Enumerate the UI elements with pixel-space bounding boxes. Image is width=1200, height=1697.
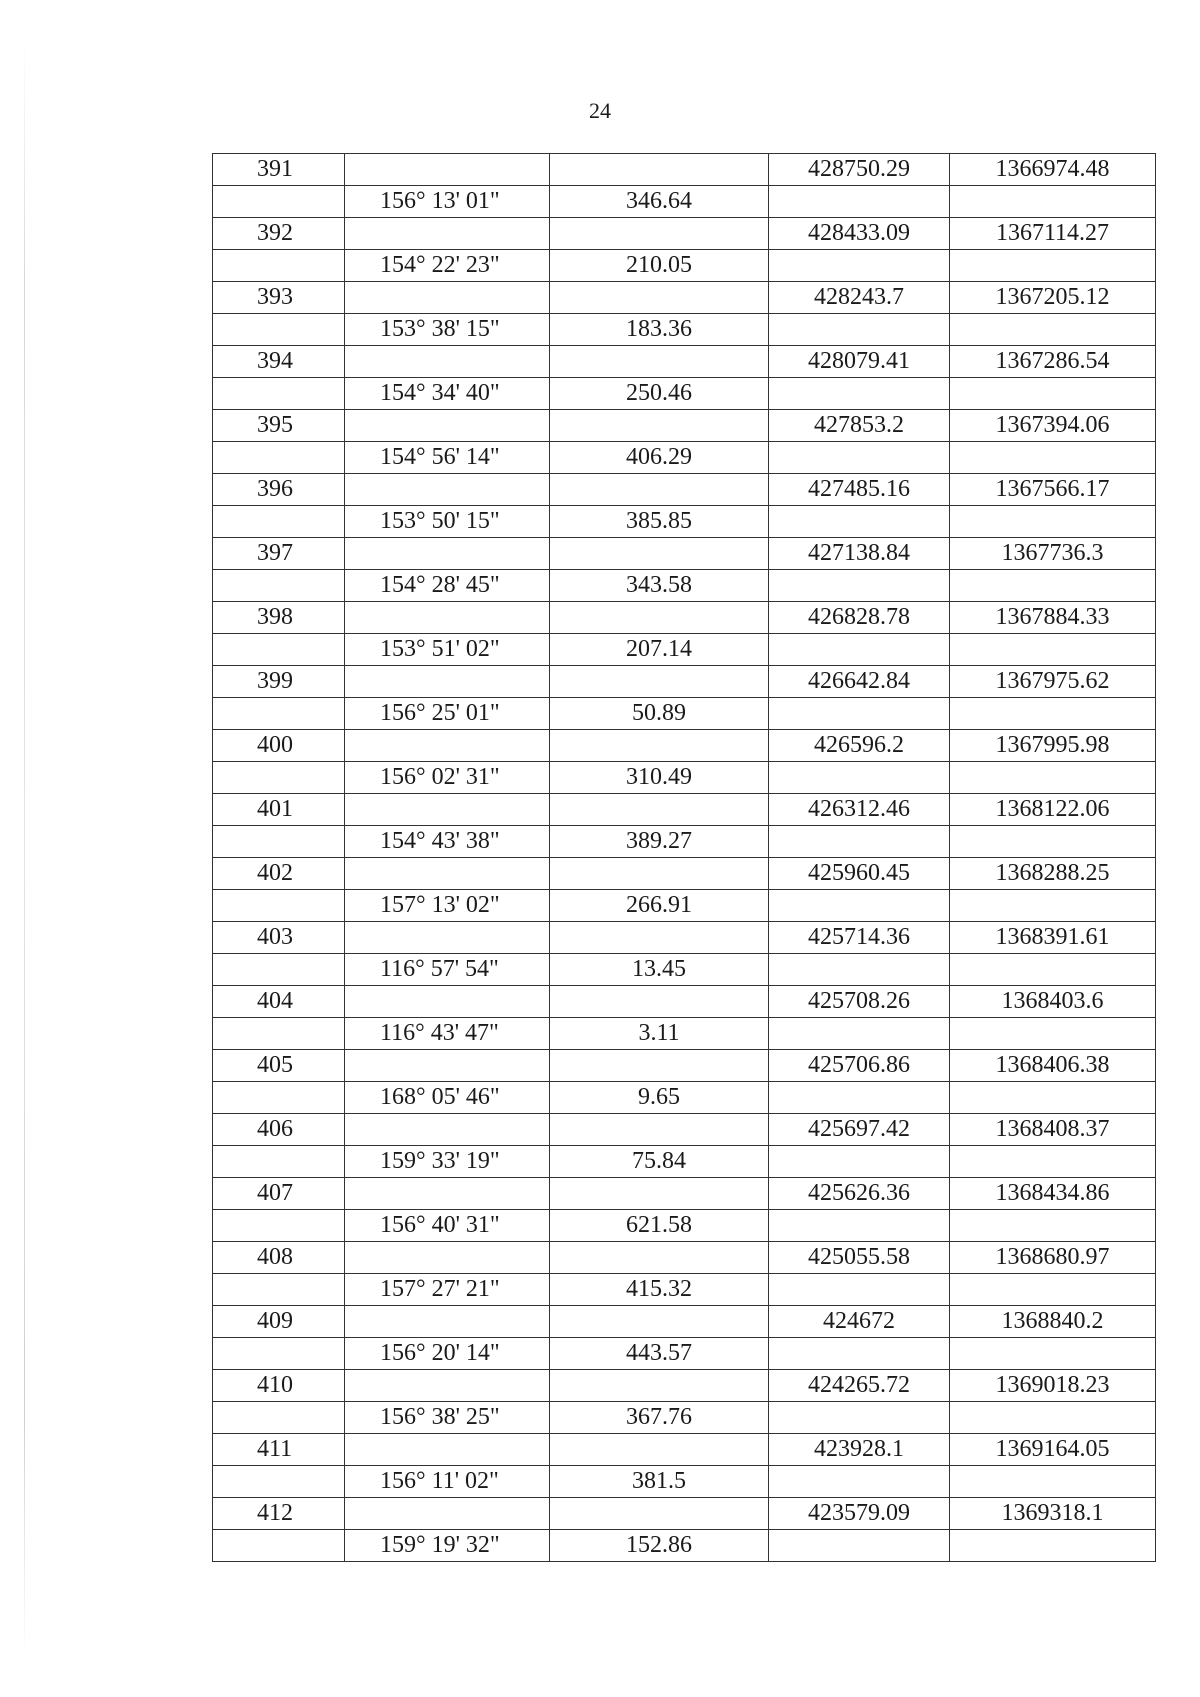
leg-row xyxy=(213,1530,1156,1562)
scan-edge-shadow xyxy=(24,40,25,1660)
x-coordinate-cell: 425697.42 xyxy=(769,1114,950,1146)
y-coordinate-cell: 1369018.23 xyxy=(950,1370,1156,1402)
x-coordinate-cell: 425706.86 xyxy=(769,1050,950,1082)
point-row xyxy=(213,538,1156,570)
point-id-cell xyxy=(213,1466,345,1498)
y-coordinate-cell xyxy=(950,1338,1156,1370)
point-id-cell xyxy=(213,250,345,282)
bearing-cell xyxy=(345,922,550,954)
distance-cell: 381.5 xyxy=(550,1466,769,1498)
bearing-cell xyxy=(345,282,550,314)
x-coordinate-cell xyxy=(769,762,950,794)
distance-cell: 367.76 xyxy=(550,1402,769,1434)
point-id-cell xyxy=(213,314,345,346)
bearing-cell: 154° 34' 40" xyxy=(345,378,550,410)
leg-row xyxy=(213,442,1156,474)
y-coordinate-cell: 1367995.98 xyxy=(950,730,1156,762)
bearing-cell xyxy=(345,1114,550,1146)
y-coordinate-cell: 1368403.6 xyxy=(950,986,1156,1018)
bearing-cell xyxy=(345,602,550,634)
bearing-cell xyxy=(345,1242,550,1274)
distance-cell: 443.57 xyxy=(550,1338,769,1370)
point-id-cell: 412 xyxy=(213,1498,345,1530)
bearing-cell xyxy=(345,1370,550,1402)
y-coordinate-cell xyxy=(950,442,1156,474)
point-id-cell xyxy=(213,698,345,730)
bearing-cell xyxy=(345,986,550,1018)
leg-row xyxy=(213,1146,1156,1178)
point-row xyxy=(213,986,1156,1018)
point-row xyxy=(213,1370,1156,1402)
point-row xyxy=(213,794,1156,826)
distance-cell xyxy=(550,1370,769,1402)
point-row xyxy=(213,1050,1156,1082)
y-coordinate-cell xyxy=(950,634,1156,666)
bearing-cell: 154° 56' 14" xyxy=(345,442,550,474)
distance-cell xyxy=(550,410,769,442)
x-coordinate-cell xyxy=(769,1338,950,1370)
point-row xyxy=(213,1114,1156,1146)
distance-cell: 207.14 xyxy=(550,634,769,666)
y-coordinate-cell: 1366974.48 xyxy=(950,154,1156,186)
point-id-cell xyxy=(213,1274,345,1306)
point-id-cell: 403 xyxy=(213,922,345,954)
x-coordinate-cell: 424265.72 xyxy=(769,1370,950,1402)
y-coordinate-cell xyxy=(950,314,1156,346)
distance-cell: 13.45 xyxy=(550,954,769,986)
x-coordinate-cell: 425708.26 xyxy=(769,986,950,1018)
x-coordinate-cell xyxy=(769,1530,950,1562)
distance-cell: 3.11 xyxy=(550,1018,769,1050)
leg-row xyxy=(213,634,1156,666)
bearing-cell xyxy=(345,410,550,442)
y-coordinate-cell: 1368680.97 xyxy=(950,1242,1156,1274)
point-id-cell: 392 xyxy=(213,218,345,250)
point-row xyxy=(213,346,1156,378)
leg-row xyxy=(213,1338,1156,1370)
bearing-cell: 156° 25' 01" xyxy=(345,698,550,730)
x-coordinate-cell xyxy=(769,442,950,474)
bearing-cell: 156° 38' 25" xyxy=(345,1402,550,1434)
point-id-cell xyxy=(213,1082,345,1114)
y-coordinate-cell xyxy=(950,1530,1156,1562)
bearing-cell xyxy=(345,218,550,250)
bearing-cell: 156° 20' 14" xyxy=(345,1338,550,1370)
survey-table-body xyxy=(213,154,1156,1562)
distance-cell: 385.85 xyxy=(550,506,769,538)
distance-cell: 9.65 xyxy=(550,1082,769,1114)
distance-cell xyxy=(550,474,769,506)
y-coordinate-cell xyxy=(950,826,1156,858)
distance-cell xyxy=(550,282,769,314)
x-coordinate-cell: 426312.46 xyxy=(769,794,950,826)
leg-row xyxy=(213,378,1156,410)
point-row xyxy=(213,922,1156,954)
x-coordinate-cell xyxy=(769,1210,950,1242)
point-id-cell xyxy=(213,570,345,602)
y-coordinate-cell: 1368408.37 xyxy=(950,1114,1156,1146)
point-id-cell: 409 xyxy=(213,1306,345,1338)
x-coordinate-cell: 423928.1 xyxy=(769,1434,950,1466)
point-id-cell xyxy=(213,954,345,986)
point-id-cell xyxy=(213,378,345,410)
bearing-cell: 157° 27' 21" xyxy=(345,1274,550,1306)
bearing-cell xyxy=(345,730,550,762)
point-id-cell: 400 xyxy=(213,730,345,762)
x-coordinate-cell: 425055.58 xyxy=(769,1242,950,1274)
bearing-cell: 159° 19' 32" xyxy=(345,1530,550,1562)
y-coordinate-cell xyxy=(950,1018,1156,1050)
point-id-cell: 397 xyxy=(213,538,345,570)
distance-cell: 389.27 xyxy=(550,826,769,858)
bearing-cell xyxy=(345,1434,550,1466)
point-row xyxy=(213,1178,1156,1210)
bearing-cell xyxy=(345,1306,550,1338)
distance-cell: 50.89 xyxy=(550,698,769,730)
bearing-cell xyxy=(345,538,550,570)
distance-cell xyxy=(550,1242,769,1274)
bearing-cell: 156° 02' 31" xyxy=(345,762,550,794)
distance-cell: 183.36 xyxy=(550,314,769,346)
x-coordinate-cell: 424672 xyxy=(769,1306,950,1338)
bearing-cell xyxy=(345,1498,550,1530)
point-id-cell xyxy=(213,762,345,794)
point-row xyxy=(213,1242,1156,1274)
distance-cell xyxy=(550,730,769,762)
distance-cell xyxy=(550,666,769,698)
y-coordinate-cell xyxy=(950,186,1156,218)
distance-cell xyxy=(550,1178,769,1210)
point-id-cell: 395 xyxy=(213,410,345,442)
leg-row xyxy=(213,186,1156,218)
point-row xyxy=(213,282,1156,314)
distance-cell: 346.64 xyxy=(550,186,769,218)
leg-row xyxy=(213,954,1156,986)
x-coordinate-cell xyxy=(769,1146,950,1178)
y-coordinate-cell: 1367205.12 xyxy=(950,282,1156,314)
point-id-cell xyxy=(213,890,345,922)
point-id-cell xyxy=(213,1146,345,1178)
point-id-cell: 402 xyxy=(213,858,345,890)
point-row xyxy=(213,858,1156,890)
x-coordinate-cell: 428433.09 xyxy=(769,218,950,250)
bearing-cell xyxy=(345,474,550,506)
x-coordinate-cell: 428079.41 xyxy=(769,346,950,378)
leg-row xyxy=(213,1210,1156,1242)
y-coordinate-cell: 1367736.3 xyxy=(950,538,1156,570)
leg-row xyxy=(213,826,1156,858)
y-coordinate-cell: 1367566.17 xyxy=(950,474,1156,506)
point-row xyxy=(213,1498,1156,1530)
leg-row xyxy=(213,1274,1156,1306)
point-id-cell xyxy=(213,634,345,666)
leg-row xyxy=(213,762,1156,794)
distance-cell xyxy=(550,986,769,1018)
x-coordinate-cell: 426642.84 xyxy=(769,666,950,698)
leg-row xyxy=(213,698,1156,730)
point-id-cell xyxy=(213,1210,345,1242)
bearing-cell: 153° 50' 15" xyxy=(345,506,550,538)
x-coordinate-cell xyxy=(769,1466,950,1498)
y-coordinate-cell xyxy=(950,890,1156,922)
distance-cell: 152.86 xyxy=(550,1530,769,1562)
x-coordinate-cell: 427485.16 xyxy=(769,474,950,506)
point-row xyxy=(213,410,1156,442)
distance-cell: 250.46 xyxy=(550,378,769,410)
point-id-cell: 398 xyxy=(213,602,345,634)
point-id-cell: 393 xyxy=(213,282,345,314)
point-id-cell xyxy=(213,186,345,218)
distance-cell: 310.49 xyxy=(550,762,769,794)
point-id-cell xyxy=(213,442,345,474)
bearing-cell: 168° 05' 46" xyxy=(345,1082,550,1114)
distance-cell xyxy=(550,1498,769,1530)
x-coordinate-cell xyxy=(769,1402,950,1434)
bearing-cell: 154° 22' 23" xyxy=(345,250,550,282)
x-coordinate-cell xyxy=(769,698,950,730)
y-coordinate-cell xyxy=(950,698,1156,730)
y-coordinate-cell xyxy=(950,570,1156,602)
bearing-cell: 156° 11' 02" xyxy=(345,1466,550,1498)
distance-cell xyxy=(550,538,769,570)
y-coordinate-cell: 1367884.33 xyxy=(950,602,1156,634)
distance-cell: 266.91 xyxy=(550,890,769,922)
y-coordinate-cell: 1368391.61 xyxy=(950,922,1156,954)
distance-cell: 415.32 xyxy=(550,1274,769,1306)
x-coordinate-cell xyxy=(769,1082,950,1114)
x-coordinate-cell: 427853.2 xyxy=(769,410,950,442)
distance-cell: 406.29 xyxy=(550,442,769,474)
bearing-cell: 157° 13' 02" xyxy=(345,890,550,922)
y-coordinate-cell xyxy=(950,1210,1156,1242)
x-coordinate-cell xyxy=(769,890,950,922)
point-row xyxy=(213,1434,1156,1466)
y-coordinate-cell: 1367286.54 xyxy=(950,346,1156,378)
leg-row xyxy=(213,570,1156,602)
distance-cell: 343.58 xyxy=(550,570,769,602)
x-coordinate-cell xyxy=(769,506,950,538)
distance-cell xyxy=(550,1434,769,1466)
point-id-cell xyxy=(213,1402,345,1434)
point-id-cell: 404 xyxy=(213,986,345,1018)
distance-cell xyxy=(550,1306,769,1338)
bearing-cell xyxy=(345,346,550,378)
leg-row xyxy=(213,314,1156,346)
x-coordinate-cell: 425714.36 xyxy=(769,922,950,954)
distance-cell: 210.05 xyxy=(550,250,769,282)
y-coordinate-cell: 1368122.06 xyxy=(950,794,1156,826)
x-coordinate-cell: 426596.2 xyxy=(769,730,950,762)
point-id-cell: 391 xyxy=(213,154,345,186)
x-coordinate-cell: 423579.09 xyxy=(769,1498,950,1530)
point-id-cell: 408 xyxy=(213,1242,345,1274)
y-coordinate-cell: 1369318.1 xyxy=(950,1498,1156,1530)
x-coordinate-cell xyxy=(769,1018,950,1050)
bearing-cell: 156° 13' 01" xyxy=(345,186,550,218)
point-id-cell: 406 xyxy=(213,1114,345,1146)
y-coordinate-cell xyxy=(950,1146,1156,1178)
leg-row xyxy=(213,1018,1156,1050)
point-id-cell: 410 xyxy=(213,1370,345,1402)
point-row xyxy=(213,1306,1156,1338)
point-row xyxy=(213,602,1156,634)
x-coordinate-cell: 428750.29 xyxy=(769,154,950,186)
y-coordinate-cell xyxy=(950,506,1156,538)
x-coordinate-cell: 428243.7 xyxy=(769,282,950,314)
y-coordinate-cell: 1367975.62 xyxy=(950,666,1156,698)
y-coordinate-cell: 1369164.05 xyxy=(950,1434,1156,1466)
point-id-cell xyxy=(213,826,345,858)
leg-row xyxy=(213,1082,1156,1114)
y-coordinate-cell xyxy=(950,378,1156,410)
distance-cell: 621.58 xyxy=(550,1210,769,1242)
leg-row xyxy=(213,890,1156,922)
leg-row xyxy=(213,1466,1156,1498)
point-row xyxy=(213,474,1156,506)
x-coordinate-cell xyxy=(769,634,950,666)
point-row xyxy=(213,154,1156,186)
x-coordinate-cell: 426828.78 xyxy=(769,602,950,634)
point-row xyxy=(213,666,1156,698)
leg-row xyxy=(213,506,1156,538)
distance-cell xyxy=(550,1050,769,1082)
point-row xyxy=(213,218,1156,250)
distance-cell xyxy=(550,922,769,954)
leg-row xyxy=(213,1402,1156,1434)
y-coordinate-cell: 1367114.27 xyxy=(950,218,1156,250)
y-coordinate-cell xyxy=(950,1466,1156,1498)
distance-cell xyxy=(550,794,769,826)
point-id-cell xyxy=(213,506,345,538)
bearing-cell: 116° 57' 54" xyxy=(345,954,550,986)
x-coordinate-cell: 425960.45 xyxy=(769,858,950,890)
point-id-cell xyxy=(213,1530,345,1562)
bearing-cell xyxy=(345,154,550,186)
bearing-cell: 153° 38' 15" xyxy=(345,314,550,346)
x-coordinate-cell xyxy=(769,186,950,218)
y-coordinate-cell: 1368406.38 xyxy=(950,1050,1156,1082)
point-id-cell: 394 xyxy=(213,346,345,378)
x-coordinate-cell xyxy=(769,954,950,986)
bearing-cell: 116° 43' 47" xyxy=(345,1018,550,1050)
point-id-cell xyxy=(213,1018,345,1050)
bearing-cell xyxy=(345,858,550,890)
x-coordinate-cell: 427138.84 xyxy=(769,538,950,570)
y-coordinate-cell xyxy=(950,762,1156,794)
bearing-cell xyxy=(345,1050,550,1082)
x-coordinate-cell xyxy=(769,1274,950,1306)
y-coordinate-cell: 1368840.2 xyxy=(950,1306,1156,1338)
y-coordinate-cell: 1368434.86 xyxy=(950,1178,1156,1210)
point-id-cell xyxy=(213,1338,345,1370)
point-id-cell: 411 xyxy=(213,1434,345,1466)
bearing-cell xyxy=(345,666,550,698)
y-coordinate-cell xyxy=(950,1274,1156,1306)
y-coordinate-cell xyxy=(950,1402,1156,1434)
page-number: 24 xyxy=(589,98,611,123)
survey-coordinates-table xyxy=(212,153,1156,1562)
point-id-cell: 407 xyxy=(213,1178,345,1210)
point-row xyxy=(213,730,1156,762)
bearing-cell: 159° 33' 19" xyxy=(345,1146,550,1178)
y-coordinate-cell: 1367394.06 xyxy=(950,410,1156,442)
x-coordinate-cell xyxy=(769,250,950,282)
point-id-cell: 405 xyxy=(213,1050,345,1082)
y-coordinate-cell xyxy=(950,954,1156,986)
distance-cell xyxy=(550,154,769,186)
distance-cell xyxy=(550,602,769,634)
y-coordinate-cell: 1368288.25 xyxy=(950,858,1156,890)
x-coordinate-cell xyxy=(769,826,950,858)
distance-cell: 75.84 xyxy=(550,1146,769,1178)
distance-cell xyxy=(550,858,769,890)
x-coordinate-cell xyxy=(769,314,950,346)
distance-cell xyxy=(550,218,769,250)
y-coordinate-cell xyxy=(950,250,1156,282)
y-coordinate-cell xyxy=(950,1082,1156,1114)
bearing-cell: 153° 51' 02" xyxy=(345,634,550,666)
bearing-cell xyxy=(345,794,550,826)
distance-cell xyxy=(550,346,769,378)
point-id-cell: 399 xyxy=(213,666,345,698)
bearing-cell: 154° 43' 38" xyxy=(345,826,550,858)
point-id-cell: 396 xyxy=(213,474,345,506)
x-coordinate-cell xyxy=(769,570,950,602)
x-coordinate-cell: 425626.36 xyxy=(769,1178,950,1210)
distance-cell xyxy=(550,1114,769,1146)
point-id-cell: 401 xyxy=(213,794,345,826)
bearing-cell xyxy=(345,1178,550,1210)
bearing-cell: 154° 28' 45" xyxy=(345,570,550,602)
bearing-cell: 156° 40' 31" xyxy=(345,1210,550,1242)
x-coordinate-cell xyxy=(769,378,950,410)
leg-row xyxy=(213,250,1156,282)
